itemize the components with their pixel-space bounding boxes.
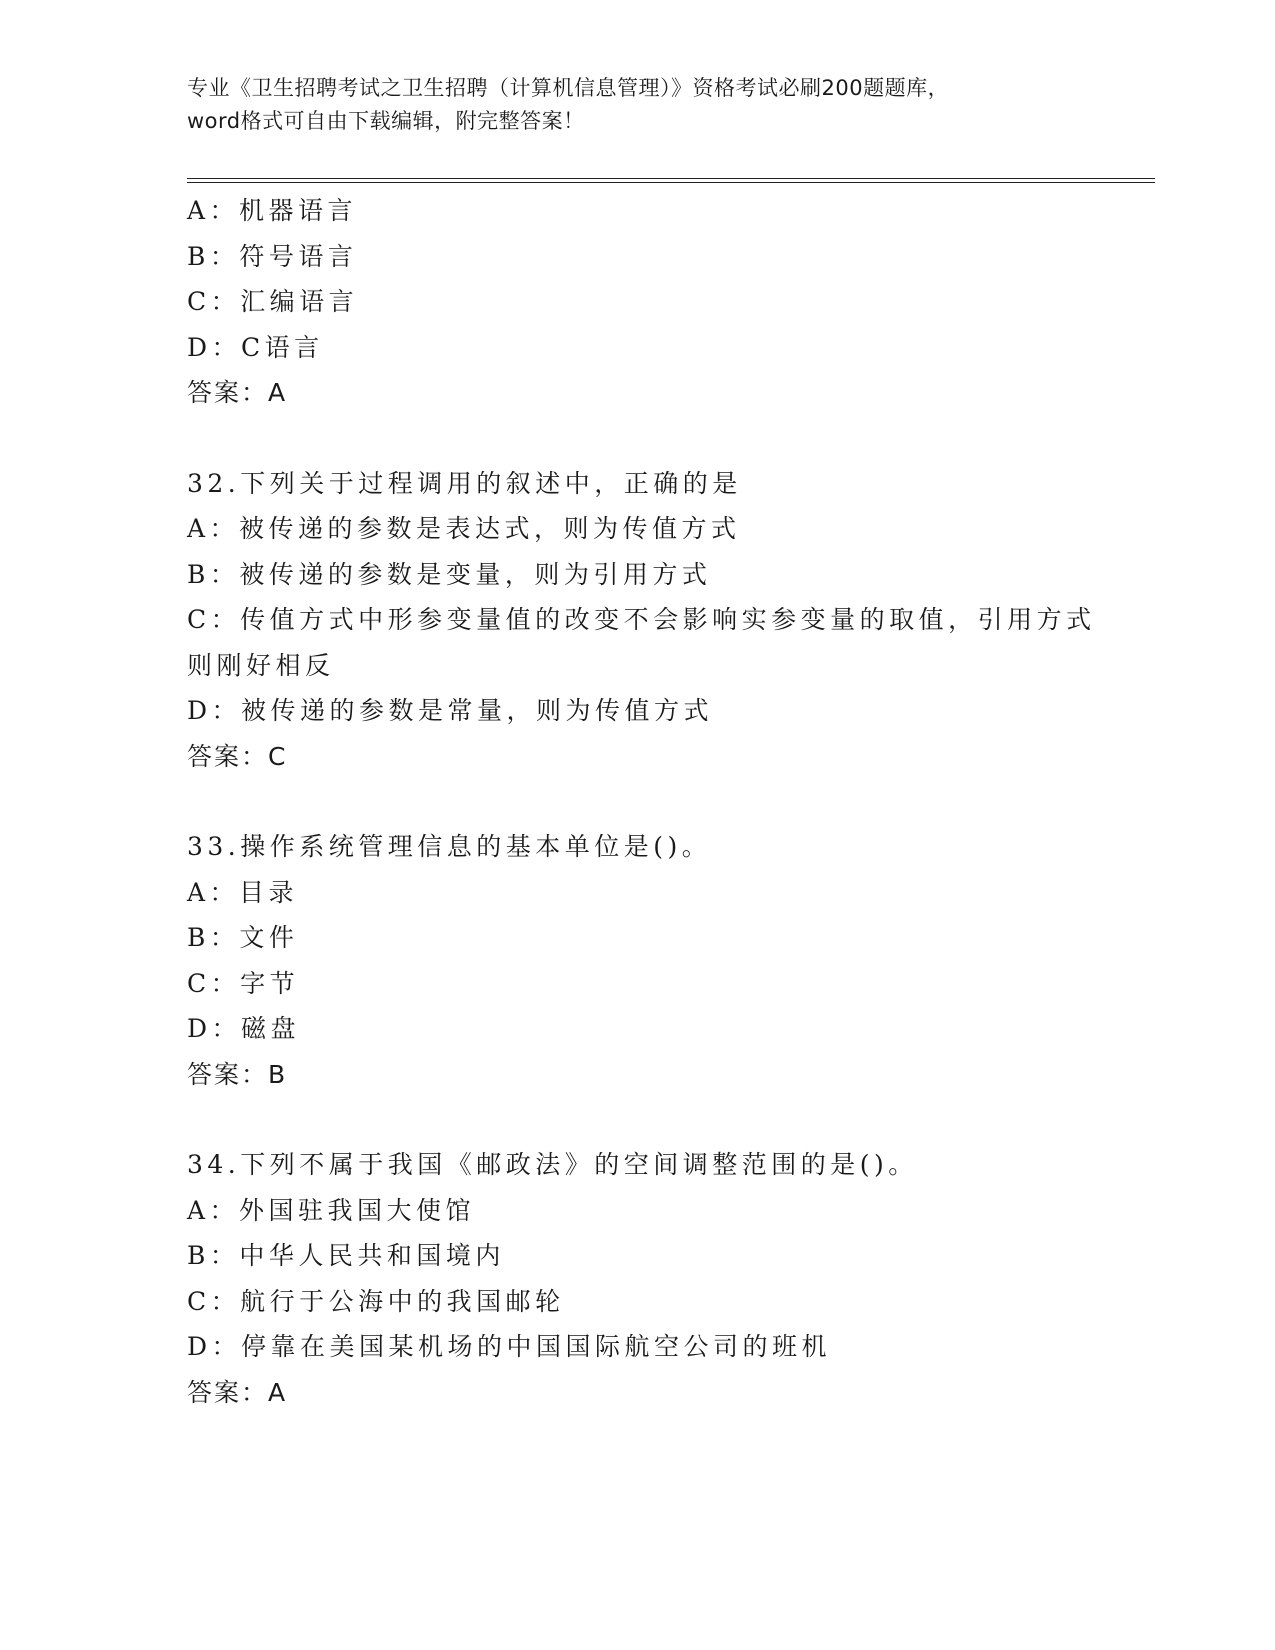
answer-line: 答案：A: [187, 378, 288, 407]
question-stem: 34.下列不属于我国《邮政法》的空间调整范围的是()。: [187, 1150, 918, 1179]
answer-line: 答案：A: [187, 1377, 288, 1407]
question-32-block: [187, 461, 1096, 780]
option-c: C：航行于公海中的我国邮轮: [187, 1286, 565, 1316]
question-stem: 33.操作系统管理信息的基本单位是()。: [187, 832, 712, 861]
question-list: [187, 188, 1096, 1415]
option-d: D：停靠在美国某机场的中国国际航空公司的班机: [187, 1332, 832, 1361]
option-a: A：目录: [187, 877, 299, 907]
option-d: D：被传递的参数是常量，则为传值方式: [187, 696, 714, 725]
option-c: C：字节: [187, 968, 300, 998]
answer-line: 答案：B: [187, 1059, 288, 1089]
question-34-block: [187, 1142, 1087, 1415]
header-line-1: 专业《卫生招聘考试之卫生招聘（计算机信息管理）》资格考试必刷200题题库，: [187, 76, 950, 100]
option-b: B：文件: [187, 923, 299, 952]
option-b: B：符号语言: [187, 241, 358, 271]
option-a: A：外国驻我国大使馆: [187, 1195, 476, 1225]
question-stem: 32.下列关于过程调用的叙述中，正确的是: [187, 468, 742, 498]
option-c: C：汇编语言: [187, 287, 359, 316]
option-d: D：C语言: [187, 332, 324, 362]
document-header: [187, 72, 1087, 138]
option-b: B：中华人民共和国境内: [187, 1241, 505, 1270]
answer-line: 答案：C: [187, 741, 288, 771]
header-divider-bottom: [187, 182, 1155, 183]
option-a: A：被传递的参数是表达式，则为传值方式: [187, 514, 741, 543]
option-c: C：传值方式中形参变量值的改变不会影响实参变量的取值，引用方式: [187, 605, 1096, 634]
prev-question-block: [187, 188, 1087, 416]
header-line-2: word格式可自由下载编辑，附完整答案！: [187, 109, 585, 133]
option-d: D：磁盘: [187, 1014, 301, 1043]
header-divider-top: [187, 178, 1155, 179]
option-a: A：机器语言: [187, 196, 358, 225]
option-c-continued: 则刚好相反: [187, 650, 335, 680]
question-33-block: [187, 824, 1087, 1097]
option-b: B：被传递的参数是变量，则为引用方式: [187, 559, 712, 589]
